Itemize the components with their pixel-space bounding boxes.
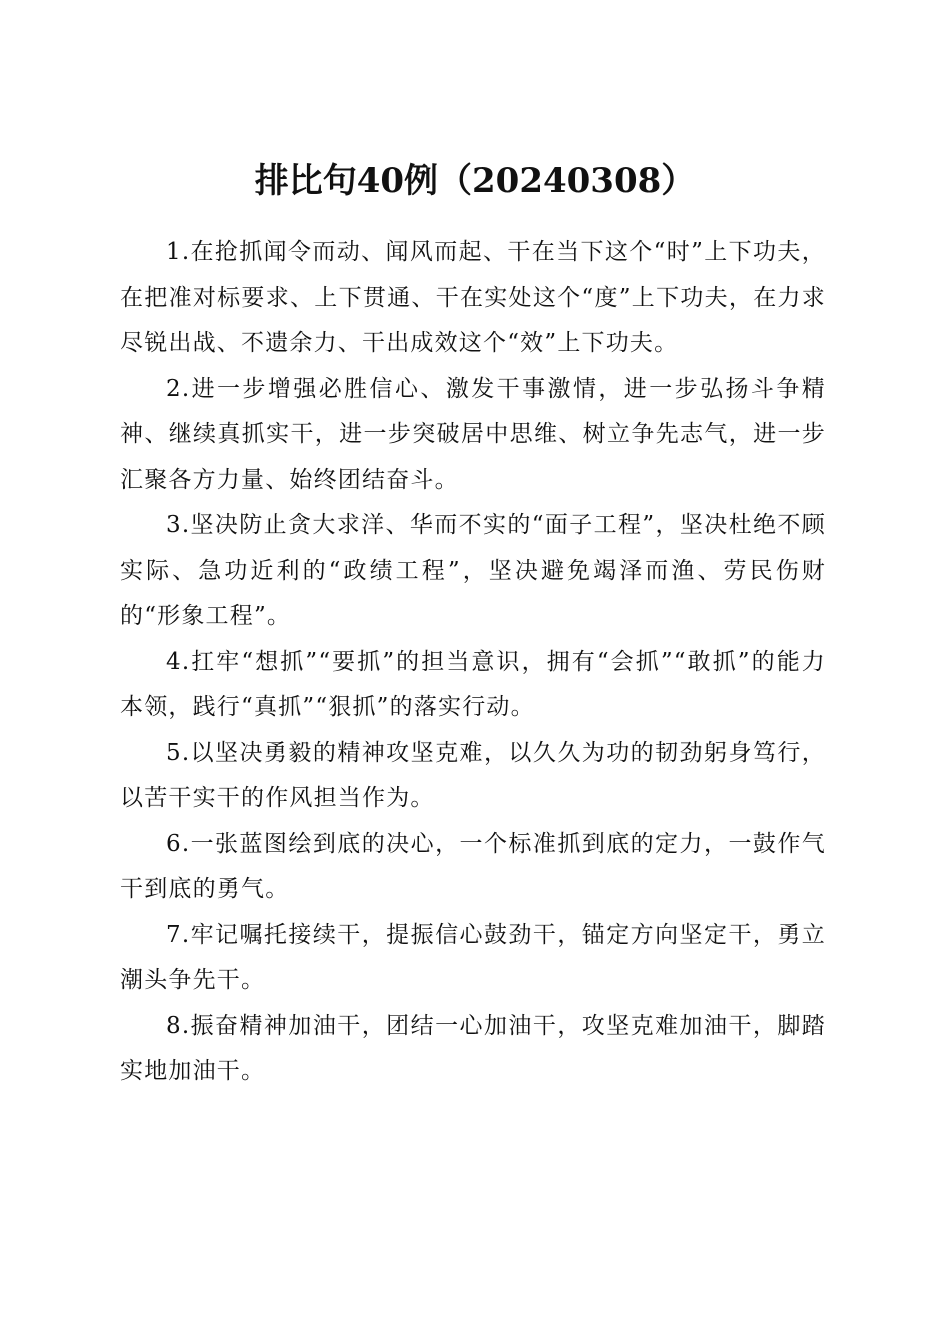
document-body: [120, 230, 826, 1095]
paragraph-8: 8.振奋精神加油干，团结一心加油干，攻坚克难加油干，脚踏实地加油干。: [120, 1012, 826, 1084]
paragraph-3: 3.坚决防止贪大求洋、华而不实的“面子工程”，坚决杜绝不顾实际、急功近利的“政绩工程”，坚决避免竭泽而渔、劳民伤财的“形象工程”。: [120, 512, 826, 629]
paragraph-7: 7.牢记嘱托接续干，提振信心鼓劲干，锚定方向坚定干，勇立潮头争先干。: [120, 921, 826, 993]
paragraph-4: 4.扛牢“想抓”“要抓”的担当意识，拥有“会抓”“敢抓”的能力本领，践行“真抓”“狠抓”的落实行动。: [120, 648, 826, 720]
paragraph-2: 2.进一步增强必胜信心、激发干事激情，进一步弘扬斗争精神、继续真抓实干，进一步突破居中思维、树立争先志气，进一步汇聚各方力量、始终团结奋斗。: [120, 375, 826, 493]
paragraph-6: 6.一张蓝图绘到底的决心，一个标准抓到底的定力，一鼓作气干到底的勇气。: [120, 830, 826, 902]
paragraph-1: 1.在抢抓闻令而动、闻风而起、干在当下这个“时”上下功夫，在把准对标要求、上下贯通、干在实处这个“度”上下功夫，在力求尽锐出战、不遗余力、干出成效这个“效”上下功夫。: [120, 239, 826, 356]
paragraph-5: 5.以坚决勇毅的精神攻坚克难，以久久为功的韧劲躬身笃行，以苦干实干的作风担当作为。: [120, 739, 826, 811]
page-title: 排比句40例（20240308）: [254, 160, 696, 201]
